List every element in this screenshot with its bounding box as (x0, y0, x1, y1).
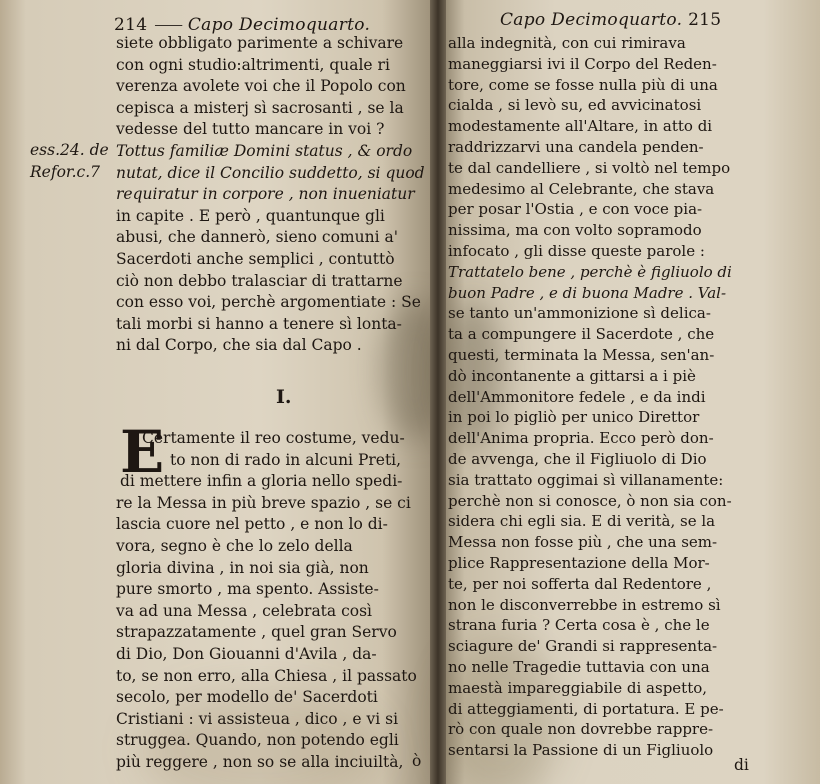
text-line: rò con quale non dovrebbe rappre- (448, 720, 714, 739)
text-line: re la Messa in più breve spazio , se ci (116, 493, 411, 512)
left-text-bottom (116, 428, 417, 774)
text-line: requiratur in corpore , non inueniatur (116, 185, 415, 204)
text-line: siete obbligato parimente a schivare (116, 34, 404, 52)
text-line: Certamente il reo costume, vedu- (142, 429, 405, 447)
text-line: vedesse del tutto mancare in voi ? (116, 120, 385, 139)
text-line: gloria divina , in noi sia già, non (116, 558, 369, 577)
text-line: di atteggiamenti, di portatura. E pe- (448, 699, 724, 718)
text-line: perchè non si conosce, ò non sia con- (448, 491, 732, 510)
text-line: alla indegnità, con cui rimirava (448, 34, 686, 52)
right-chapter-title: Capo Decimoquarto. (500, 10, 683, 30)
text-line: questi, terminata la Messa, sen'an- (448, 345, 715, 364)
text-line: to non di rado in alcuni Preti, (170, 450, 402, 469)
text-line: sentarsi la Passione di un Figliuolo (448, 741, 714, 760)
text-line: con esso voi, perchè argomentiate : Se (116, 293, 421, 312)
section-numeral: I. (276, 386, 292, 408)
text-line: modestamente all'Altare, in atto di (448, 117, 713, 136)
right-page-number: 215 (688, 10, 722, 30)
text-line: non le disconverrebbe in estremo sì (448, 595, 721, 614)
text-line: strapazzatamente , quel gran Servo (116, 623, 397, 642)
text-line: se tanto un'ammonizione sì delica- (448, 304, 711, 323)
text-line: dò incontanente a gittarsi a i piè (448, 366, 696, 385)
text-line: lascia cuore nel petto , e non lo di- (116, 515, 388, 534)
left-running-head (114, 10, 370, 35)
text-line: Sacerdoti anche semplici , contuttò (116, 249, 395, 268)
margin-note-line: ess.24. de (30, 141, 109, 159)
text-line: strana furia ? Certa cosa è , che le (448, 616, 710, 635)
text-line: cialda , si levò su, ed avvicinatosi (448, 96, 702, 115)
text-line: no nelle Tragedie tuttavia con una (448, 657, 710, 676)
text-line: buon Padre , e di buona Madre . Val- (448, 283, 727, 302)
left-ornament: ⸺ (153, 15, 188, 35)
text-line: Trattatelo bene , perchè è figliuolo di (448, 262, 732, 281)
text-line: pure smorto , ma spento. Assiste- (116, 580, 379, 599)
text-line: ni dal Corpo, che sia dal Capo . (116, 336, 362, 355)
text-line: tali morbi si hanno a tenere sì lonta- (116, 314, 402, 333)
text-line: nissima, ma con volto sopramodo (448, 221, 702, 240)
right-running-head (500, 10, 721, 30)
text-line: di mettere infin a gloria nello spedi- (120, 472, 403, 491)
text-line: te dal candelliere , si voltò nel tempo (448, 158, 731, 177)
text-line: Messa non fosse più , che una sem- (448, 533, 718, 552)
left-chapter-title: Capo Decimoquarto. (187, 15, 371, 35)
text-line: te, per noi sofferta dal Redentore , (448, 574, 712, 593)
text-line: de avvenga, che il Figliuolo di Dio (448, 449, 707, 468)
right-text (448, 33, 732, 761)
text-line: tore, come se fosse nulla più di una (448, 75, 718, 94)
text-line: abusi, che dannerò, sieno comuni a' (116, 228, 398, 247)
text-line: plice Rappresentazione della Mor- (448, 553, 710, 572)
left-text-top (116, 33, 425, 357)
text-line: più reggere , non so se alla inciuiltà, (116, 752, 404, 771)
text-line: dell'Anima propria. Ecco però don- (448, 429, 714, 448)
text-line: con ogni studio:altrimenti, quale ri (116, 55, 390, 74)
book-gutter (430, 0, 446, 784)
right-catchword: di (734, 756, 749, 774)
text-line: va ad una Messa , celebrata così (116, 601, 372, 620)
text-line: ciò non debbo tralasciar di trattarne (116, 271, 403, 290)
text-line: struggea. Quando, non potendo egli (116, 731, 399, 750)
margin-note (30, 140, 109, 183)
text-line: sciagure de' Grandi si rappresenta- (448, 637, 718, 656)
text-line: sia trattato oggimai sì villanamente: (448, 470, 724, 489)
text-line: Cristiani : vi assisteua , dico , e vi si (116, 709, 399, 728)
text-line: vora, segno è che lo zelo della (116, 536, 353, 555)
text-line: per posar l'Ostia , e con voce pia- (448, 200, 703, 219)
text-line: maneggiarsi ivi il Corpo del Reden- (448, 54, 717, 73)
text-line: cepisca a misterj sì sacrosanti , se la (116, 98, 404, 117)
text-line: raddrizzarvi una candela penden- (448, 137, 704, 156)
text-line: dell'Ammonitore fedele , e da indi (448, 387, 706, 406)
text-line: to, se non erro, alla Chiesa , il passato (116, 666, 417, 685)
text-line: medesimo al Celebrante, che stava (448, 179, 715, 198)
text-line: Tottus familiæ Domini status , & ordo (116, 141, 413, 160)
text-line: in poi lo pigliò per unico Direttor (448, 408, 700, 427)
margin-note-line: Refor.c.7 (30, 162, 101, 181)
text-line: infocato , gli disse queste parole : (448, 241, 705, 260)
text-line: secolo, per modello de' Sacerdoti (116, 688, 378, 707)
text-line: ta a compungere il Sacerdote , che (448, 325, 715, 344)
left-page-number: 214 (114, 15, 148, 35)
drop-cap: E (120, 418, 165, 486)
text-line: verenza avolete voi che il Popolo con (116, 77, 406, 96)
text-line: di Dio, Don Giouanni d'Avila , da- (116, 644, 377, 663)
text-line: maestà impareggiabile di aspetto, (448, 678, 708, 697)
text-line: sidera chi egli sia. E di verità, se la (448, 512, 716, 531)
text-line: in capite . E però , quantunque gli (116, 206, 385, 225)
left-catchword: ò (412, 752, 422, 770)
text-line: nutat, dice il Concilio suddetto, si quod (116, 163, 425, 182)
right-page (442, 0, 820, 784)
